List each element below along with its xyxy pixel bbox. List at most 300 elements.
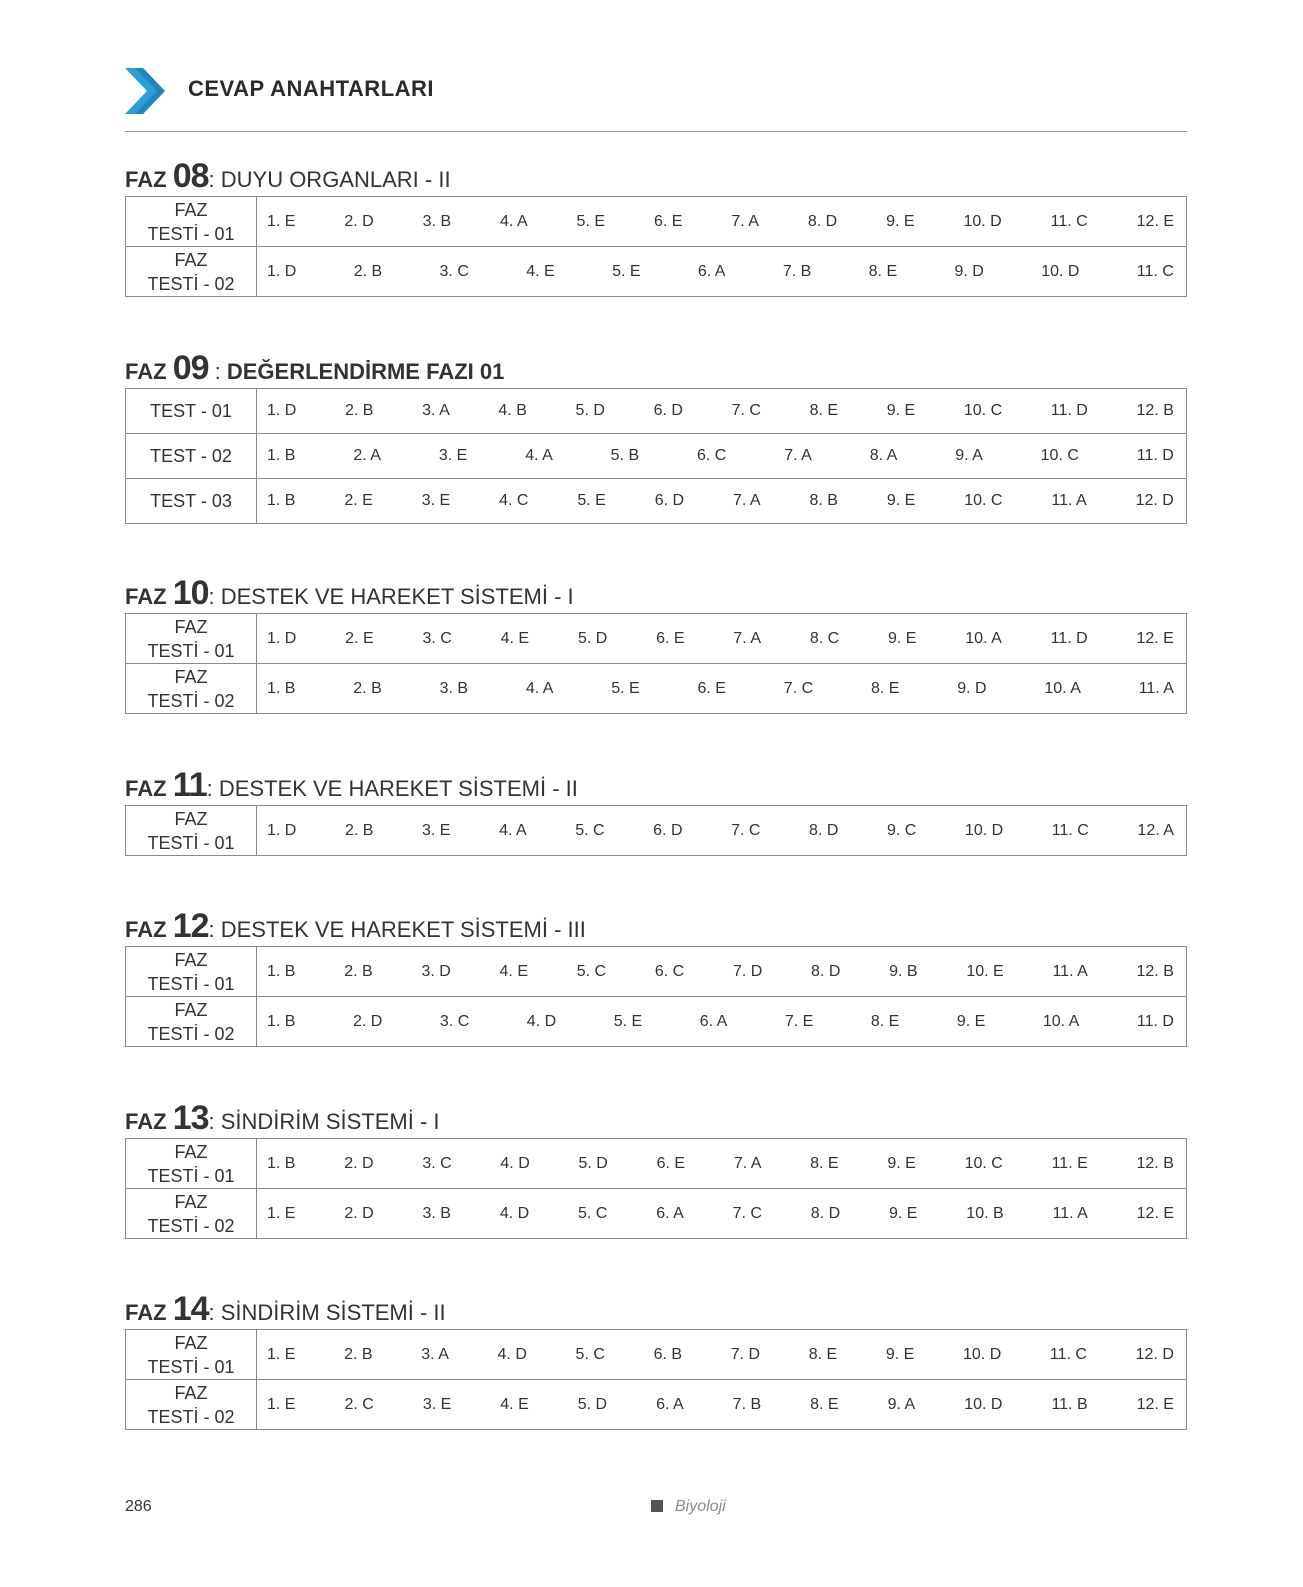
answers-cell: [257, 1189, 1187, 1239]
table-row: [126, 197, 1187, 247]
answer-key-section: [125, 1291, 1187, 1430]
answer-item: 12. B: [1136, 1154, 1174, 1172]
answers-list: [257, 1013, 1186, 1031]
answers-cell: [257, 479, 1187, 524]
answer-item: 1. D: [267, 262, 297, 280]
answer-item: 3. C: [422, 629, 452, 647]
section-faz-label: FAZ: [125, 1109, 167, 1134]
answer-item: 3. C: [422, 1154, 452, 1172]
answer-item: 12. E: [1136, 629, 1174, 647]
section-faz-label: FAZ: [125, 917, 167, 942]
test-label-line: TESTİ - 01: [147, 1165, 235, 1186]
answer-item: 9. D: [954, 262, 984, 280]
answer-item: 4. C: [499, 492, 529, 509]
section-faz-label: FAZ: [125, 359, 167, 384]
test-label: [126, 479, 257, 524]
answer-item: 5. E: [611, 679, 640, 697]
answer-item: 3. B: [422, 212, 452, 230]
answer-item: 11. A: [1051, 492, 1087, 509]
answer-item: 1. D: [267, 821, 297, 839]
answer-item: 6. A: [699, 1012, 728, 1030]
answer-item: 6. D: [654, 492, 685, 509]
test-label: [126, 997, 257, 1047]
test-label-line: TESTİ - 02: [147, 690, 235, 711]
section-name: DESTEK VE HAREKET SİSTEMİ - II: [218, 776, 578, 801]
answer-item: 8. E: [870, 679, 900, 697]
test-label-line: FAZ: [174, 616, 208, 637]
page-header: [125, 68, 1187, 114]
answer-item: 11. A: [1052, 1204, 1088, 1222]
answer-item: 12. A: [1137, 821, 1174, 839]
answer-item: 9. E: [886, 402, 916, 419]
answer-item: 4. A: [525, 679, 554, 697]
answer-item: 12. E: [1136, 212, 1174, 230]
answer-item: 2. B: [353, 679, 382, 697]
answer-item: 5. C: [578, 1204, 608, 1222]
test-label-line: TESTİ - 02: [147, 273, 235, 294]
answer-item: 10. D: [964, 1395, 1003, 1413]
answer-item: 4. A: [525, 447, 553, 464]
answers-list: [257, 492, 1186, 510]
test-label-line: TESTİ - 01: [147, 973, 235, 994]
test-label-line: FAZ: [174, 999, 208, 1020]
test-label-line: FAZ: [174, 666, 208, 687]
section-number: 09: [172, 349, 209, 387]
answer-item: 9. D: [957, 679, 987, 697]
test-label: [126, 614, 257, 664]
answer-item: 7. C: [731, 821, 761, 839]
answers-list: [257, 263, 1186, 281]
section-separator: :: [208, 1109, 221, 1134]
answer-item: 6. B: [653, 1345, 683, 1363]
section-title: [125, 350, 1187, 386]
answer-item: 11. C: [1049, 1345, 1087, 1363]
answer-item: 8. E: [810, 1154, 839, 1172]
answer-item: 10. D: [964, 821, 1004, 839]
answer-item: 8. E: [808, 1345, 838, 1363]
section-title: [125, 1100, 1187, 1136]
answer-item: 4. D: [500, 1154, 530, 1172]
test-label-line: FAZ: [174, 1332, 208, 1353]
answer-item: 1. B: [267, 447, 296, 464]
answer-item: 7. A: [784, 447, 812, 464]
answer-item: 2. D: [344, 1204, 374, 1222]
answer-item: 11. D: [1136, 1012, 1174, 1030]
answer-item: 4. E: [500, 629, 530, 647]
answer-item: 7. C: [732, 1204, 762, 1222]
answer-item: 7. C: [783, 679, 814, 697]
table-row: [126, 1139, 1187, 1189]
test-label: [126, 434, 257, 479]
answer-item: 9. E: [886, 492, 916, 509]
answer-item: 5. E: [613, 1012, 643, 1030]
answers-list: [257, 1396, 1186, 1414]
table-row: [126, 1189, 1187, 1239]
answer-item: 5. D: [577, 629, 608, 647]
section-title: [125, 767, 1187, 803]
section-name: DEĞERLENDİRME FAZI 01: [226, 359, 505, 384]
answer-item: 1. B: [267, 1154, 296, 1172]
answer-item: 8. D: [811, 962, 841, 980]
answer-item: 4. B: [498, 402, 527, 419]
answer-item: 12. D: [1135, 492, 1174, 509]
answers-list: [257, 630, 1186, 648]
test-label: [126, 806, 257, 856]
section-title: [125, 575, 1187, 611]
answer-item: 9. E: [956, 1012, 986, 1030]
answer-item: 7. A: [733, 629, 761, 647]
answer-item: 10. A: [965, 629, 1002, 647]
test-label-line: TEST - 02: [150, 446, 232, 466]
section-name: SİNDİRİM SİSTEMİ - I: [220, 1109, 440, 1134]
answers-cell: [257, 197, 1187, 247]
answer-item: 1. D: [267, 629, 297, 647]
answer-item: 11. D: [1136, 447, 1174, 464]
answer-item: 4. A: [500, 212, 528, 230]
answer-item: 8. E: [809, 402, 839, 419]
answer-item: 1. B: [267, 679, 296, 697]
answer-item: 1. B: [267, 1012, 296, 1030]
answer-item: 2. D: [344, 212, 374, 230]
answer-item: 12. E: [1136, 1395, 1174, 1413]
book-title: [651, 1498, 726, 1516]
answer-item: 2. E: [344, 492, 373, 509]
answer-item: 5. E: [577, 492, 606, 509]
table-row: [126, 997, 1187, 1047]
answer-item: 4. E: [499, 962, 528, 980]
answers-cell: [257, 664, 1187, 714]
answer-item: 10. A: [1044, 679, 1081, 697]
answer-item: 1. E: [267, 1345, 296, 1363]
answer-item: 6. C: [654, 962, 685, 980]
answer-item: 11. C: [1136, 262, 1174, 280]
answer-item: 6. D: [653, 821, 683, 839]
answer-item: 5. D: [575, 402, 605, 419]
answer-item: 8. D: [810, 1204, 841, 1222]
test-label-line: TEST - 01: [150, 401, 232, 421]
test-label-line: TESTİ - 01: [147, 832, 235, 853]
table-row: [126, 1330, 1187, 1380]
answer-item: 10. C: [963, 402, 1003, 419]
answers-list: [257, 1155, 1186, 1173]
answer-item: 2. B: [345, 402, 374, 419]
test-label: [126, 1330, 257, 1380]
answer-item: 7. B: [732, 1395, 762, 1413]
answer-item: 5. B: [610, 447, 640, 464]
answer-item: 11. E: [1051, 1154, 1088, 1172]
answer-item: 6. C: [697, 447, 727, 464]
answer-item: 10. C: [964, 492, 1003, 509]
test-label-line: FAZ: [174, 1191, 208, 1212]
answers-cell: [257, 247, 1187, 297]
answer-item: 6. E: [653, 212, 683, 230]
answer-item: 5. E: [576, 212, 606, 230]
test-label-line: TESTİ - 02: [147, 1215, 235, 1236]
section-number: 08: [172, 157, 209, 195]
answer-item: 2. E: [345, 629, 374, 647]
answers-cell: [257, 997, 1187, 1047]
answer-item: 6. A: [656, 1204, 684, 1222]
answer-item: 4. D: [497, 1345, 527, 1363]
test-label-line: FAZ: [174, 808, 208, 829]
test-label: [126, 247, 257, 297]
answers-list: [257, 1346, 1186, 1364]
answer-table: [125, 1329, 1187, 1430]
test-label-line: TESTİ - 02: [147, 1023, 235, 1044]
answer-item: 3. C: [439, 1012, 470, 1030]
chevron-right-icon: [125, 68, 165, 114]
answer-item: 1. E: [267, 212, 296, 230]
section-separator: :: [208, 584, 221, 609]
answer-item: 2. D: [344, 1154, 374, 1172]
answer-item: 2. B: [344, 962, 373, 980]
answer-item: 4. E: [500, 1395, 529, 1413]
answer-item: 8. E: [868, 262, 898, 280]
answers-list: [257, 447, 1186, 465]
test-label-line: FAZ: [174, 199, 208, 220]
answers-list: [257, 963, 1186, 981]
answer-item: 3. C: [439, 262, 469, 280]
answer-item: 9. E: [885, 1345, 915, 1363]
table-row: [126, 479, 1187, 524]
answers-cell: [257, 1380, 1187, 1430]
answers-list: [257, 213, 1186, 231]
answer-item: 3. E: [438, 447, 468, 464]
answer-item: 1. B: [267, 492, 296, 509]
answer-key-section: [125, 767, 1187, 856]
answer-item: 5. E: [612, 262, 641, 280]
answer-key-section: [125, 158, 1187, 297]
answer-item: 7. C: [731, 402, 761, 419]
table-row: [126, 947, 1187, 997]
answer-item: 8. C: [809, 629, 840, 647]
answer-item: 8. D: [807, 212, 838, 230]
answer-item: 5. D: [578, 1154, 608, 1172]
answer-item: 11. D: [1050, 402, 1088, 419]
table-row: [126, 247, 1187, 297]
test-label-line: TEST - 03: [150, 491, 232, 511]
answer-item: 4. D: [499, 1204, 530, 1222]
answers-list: [257, 822, 1186, 840]
test-label: [126, 947, 257, 997]
answer-item: 7. A: [733, 1154, 762, 1172]
section-name: DESTEK VE HAREKET SİSTEMİ - III: [220, 917, 586, 942]
answer-item: 8. D: [809, 821, 839, 839]
table-row: [126, 614, 1187, 664]
section-number: 14: [172, 1290, 209, 1328]
answer-item: 7. A: [733, 492, 761, 509]
answer-item: 10. D: [963, 1345, 1002, 1363]
answer-item: 12. D: [1135, 1345, 1174, 1363]
answers-list: [257, 402, 1186, 420]
answers-cell: [257, 1139, 1187, 1189]
section-separator: :: [208, 917, 221, 942]
section-faz-label: FAZ: [125, 1300, 167, 1325]
section-separator: :: [208, 359, 227, 384]
answer-key-section: [125, 350, 1187, 524]
table-row: [126, 389, 1187, 434]
answer-item: 7. E: [784, 1012, 814, 1030]
answer-item: 3. A: [421, 1345, 449, 1363]
answer-item: 6. E: [697, 679, 726, 697]
test-label-line: TESTİ - 02: [147, 1406, 235, 1427]
answer-key-section: [125, 1100, 1187, 1239]
test-label: [126, 197, 257, 247]
answer-item: 5. C: [575, 821, 605, 839]
answer-item: 4. E: [526, 262, 555, 280]
answer-table: [125, 805, 1187, 856]
answer-item: 5. D: [577, 1395, 608, 1413]
answer-item: 10. B: [966, 1204, 1004, 1222]
section-faz-label: FAZ: [125, 584, 167, 609]
test-label-line: TESTİ - 01: [147, 1356, 235, 1377]
answer-item: 8. E: [810, 1395, 839, 1413]
book-title-text: Biyoloji: [675, 1498, 726, 1515]
table-row: [126, 434, 1187, 479]
answer-table: [125, 613, 1187, 714]
answer-item: 3. E: [421, 492, 451, 509]
answer-item: 9. E: [888, 1204, 918, 1222]
answer-item: 5. C: [576, 962, 607, 980]
section-name: DUYU ORGANLARI - II: [220, 167, 451, 192]
answer-item: 2. B: [344, 1345, 373, 1363]
answer-item: 10. C: [964, 1154, 1003, 1172]
answer-item: 6. E: [656, 1154, 686, 1172]
section-separator: :: [208, 1300, 221, 1325]
answer-item: 6. E: [656, 629, 685, 647]
test-label-line: FAZ: [174, 949, 208, 970]
test-label-line: FAZ: [174, 249, 208, 270]
answer-item: 9. E: [887, 1154, 916, 1172]
answer-item: 4. D: [526, 1012, 557, 1030]
answers-cell: [257, 947, 1187, 997]
section-number: 10: [172, 574, 209, 612]
page-number: 286: [125, 1498, 152, 1515]
header-divider: [125, 131, 1187, 132]
answer-item: 3. E: [422, 1395, 452, 1413]
answer-item: 1. E: [267, 1204, 296, 1222]
answer-item: 11. D: [1050, 629, 1088, 647]
table-row: [126, 1380, 1187, 1430]
section-title: [125, 158, 1187, 194]
answers-cell: [257, 389, 1187, 434]
answer-item: 7. D: [732, 962, 763, 980]
answer-item: 11. B: [1051, 1395, 1088, 1413]
section-faz-label: FAZ: [125, 167, 167, 192]
answer-item: 2. B: [353, 262, 383, 280]
answer-item: 1. E: [267, 1395, 296, 1413]
answer-item: 2. D: [353, 1012, 383, 1030]
answer-item: 9. E: [886, 212, 915, 230]
answer-item: 10. E: [966, 962, 1004, 980]
test-label-line: FAZ: [174, 1382, 208, 1403]
page-title: CEVAP ANAHTARLARI: [188, 76, 435, 101]
section-number: 12: [172, 907, 209, 945]
answer-key-section: [125, 575, 1187, 714]
answer-item: 2. C: [344, 1395, 374, 1413]
answer-item: 3. D: [421, 962, 451, 980]
answer-item: 3. E: [422, 821, 451, 839]
answer-item: 7. B: [782, 262, 812, 280]
section-name: SİNDİRİM SİSTEMİ - II: [220, 1300, 446, 1325]
answer-item: 9. A: [887, 1395, 916, 1413]
section-name: DESTEK VE HAREKET SİSTEMİ - I: [220, 584, 574, 609]
answer-item: 8. A: [869, 447, 898, 464]
answer-item: 10. D: [1041, 262, 1080, 280]
answer-table: [125, 388, 1187, 524]
answer-item: 6. A: [656, 1395, 684, 1413]
answer-item: 9. C: [886, 821, 917, 839]
answer-item: 5. C: [575, 1345, 605, 1363]
section-separator: :: [208, 167, 221, 192]
answers-cell: [257, 434, 1187, 479]
square-bullet-icon: [651, 1500, 663, 1512]
answer-table: [125, 196, 1187, 297]
answer-item: 2. B: [344, 821, 374, 839]
answers-cell: [257, 614, 1187, 664]
answer-item: 12. B: [1136, 402, 1174, 419]
answer-item: 9. E: [887, 629, 917, 647]
answers-list: [257, 1205, 1186, 1223]
test-label: [126, 1139, 257, 1189]
answers-cell: [257, 1330, 1187, 1380]
table-row: [126, 806, 1187, 856]
answer-item: 9. B: [889, 962, 918, 980]
answer-item: 11. A: [1138, 679, 1174, 697]
answer-item: 12. B: [1136, 962, 1174, 980]
answer-item: 7. D: [730, 1345, 761, 1363]
answer-item: 9. A: [955, 447, 983, 464]
answer-item: 11. A: [1052, 962, 1088, 980]
answer-table: [125, 946, 1187, 1047]
answer-item: 10. C: [1040, 447, 1079, 464]
answer-item: 1. D: [267, 402, 297, 419]
answer-item: 12. E: [1136, 1204, 1174, 1222]
test-label: [126, 389, 257, 434]
answer-item: 3. B: [439, 679, 469, 697]
answer-item: 11. C: [1051, 821, 1089, 839]
answer-item: 8. B: [809, 492, 838, 509]
answer-item: 2. A: [353, 447, 381, 464]
section-title: [125, 908, 1187, 944]
test-label: [126, 1189, 257, 1239]
answers-list: [257, 680, 1186, 698]
answer-item: 1. B: [267, 962, 296, 980]
section-number: 13: [172, 1099, 209, 1137]
test-label-line: FAZ: [174, 1141, 208, 1162]
answer-item: 3. B: [422, 1204, 451, 1222]
answer-item: 6. A: [697, 262, 726, 280]
answers-cell: [257, 806, 1187, 856]
test-label-line: TESTİ - 01: [147, 640, 235, 661]
answer-item: 3. A: [422, 402, 450, 419]
section-title: [125, 1291, 1187, 1327]
table-row: [126, 664, 1187, 714]
section-separator: :: [206, 776, 219, 801]
answer-item: 6. D: [653, 402, 683, 419]
answer-key-section: [125, 908, 1187, 1047]
answer-item: 8. E: [870, 1012, 900, 1030]
test-label: [126, 664, 257, 714]
answer-table: [125, 1138, 1187, 1239]
answer-item: 4. A: [499, 821, 527, 839]
answer-item: 10. A: [1042, 1012, 1080, 1030]
section-faz-label: FAZ: [125, 776, 167, 801]
test-label-line: TESTİ - 01: [147, 223, 235, 244]
answer-item: 10. D: [963, 212, 1002, 230]
answer-item: 7. A: [731, 212, 759, 230]
section-number: 11: [172, 766, 207, 804]
